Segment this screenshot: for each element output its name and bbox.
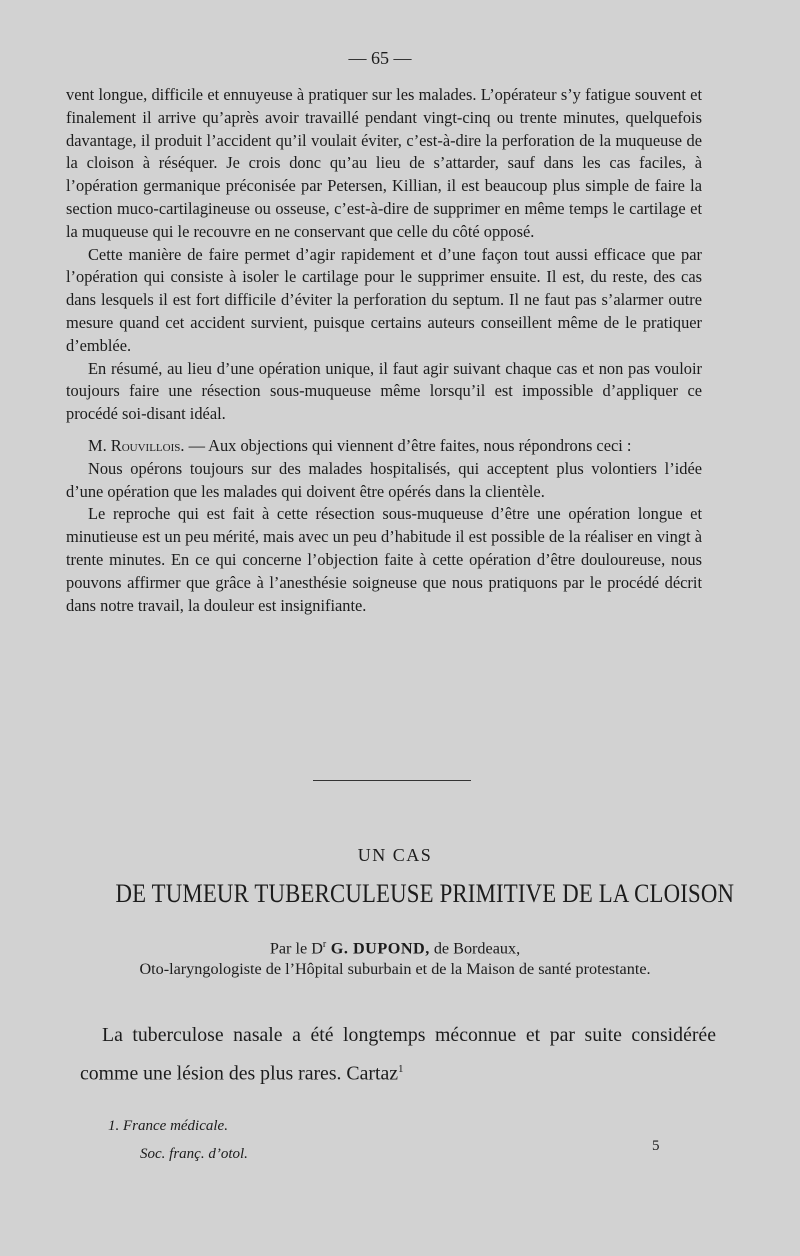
paragraph: En résumé, au lieu d’une opération unique, il faut agir suivant chaque cas et non pas vouloir toujours faire une résection sous-muqueuse même lorsqu’il est impossible d’appliquer ce procédé soi-disant idéal.: [66, 358, 702, 424]
discussion-text: [66, 84, 702, 617]
footnote-ref: 1: [398, 1063, 404, 1075]
speaker-name: M. Rouvillois.: [88, 435, 185, 455]
article-title: DE TUMEUR TUBERCULEUSE PRIMITIVE DE LA CLOISON: [115, 878, 735, 908]
paragraph: Nous opérons toujours sur des malades hospitalisés, qui acceptent plus volontiers l’idée d’une opération que les malades qui doivent être opérés dans la clientèle.: [66, 458, 702, 501]
paragraph: Le reproche qui est fait à cette résection sous-muqueuse d’être une opération longue et minutieuse est un peu mérité, mais avec un peu d’habitude il est possible de la réaliser en vingt à trente minutes. En ce qui concerne l’objection faite à cette opération d’être douloureuse, nous pouvons affirmer que grâce à l’anesthésie soigneuse que nous pratiquons par le procédé décrit dans notre travail, la douleur est insignifiante.: [66, 504, 702, 615]
article-kicker: UN CAS: [357, 845, 433, 865]
author-name: G. DUPOND,: [326, 939, 430, 958]
author-affiliation: Oto-laryngologiste de l’Hôpital suburbain et de la Maison de santé protestante.: [139, 960, 651, 979]
page-number: — 65 —: [348, 48, 412, 68]
author-block: [90, 934, 700, 980]
paragraph: vent longue, difficile et ennuyeuse à pratiquer sur les malades. L’opérateur s’y fatigue souvent et finalement il arrive qu’après avoir travaillé pendant vingt-cinq ou trente minutes, quelquefois davantage, il produit l’accident qu’il voulait éviter, c’est-à-dire la perforation de la muqueuse de la cloison à réséquer. Je crois donc qu’au lieu de s’attarder, sauf dans les cas faciles, à l’opération germanique préconisée par Petersen, Killian, il est beaucoup plus simple de faire la section muco-cartilagineuse ou osseuse, c’est-à-dire de supprimer en même temps le cartilage et la muqueuse qui le recouvre en ne conservant que celle du côté opposé.: [66, 85, 702, 241]
footnote: 1. France médicale.: [108, 1118, 228, 1134]
author-line: Par le $D^r$ G. DUPOND, de Bordeaux,: [269, 939, 521, 958]
section-divider: [313, 780, 471, 781]
footnote: Soc. franç. d’otol.: [140, 1146, 248, 1162]
speaker-text: — Aux objections qui viennent d’être faites, nous répondrons ceci :: [184, 435, 632, 455]
paragraph: Cette manière de faire permet d’agir rapidement et d’une façon tout aussi efficace que par l’opération qui consiste à isoler le cartilage pour le supprimer ensuite. Il est, du reste, des cas dans lesquels il est fort difficile d’éviter la perforation du septum. Il ne faut pas s’alarmer outre mesure quand cet accident survient, puisque certains auteurs conseillent même de le pratiquer d’emblée.: [66, 244, 702, 355]
article-intro: La tuberculose nasale a été longtemps méconnue et par suite considérée comme une lésion des plus rares. Cartaz$^1$: [80, 1024, 716, 1085]
signature-mark: 5: [652, 1138, 660, 1154]
speaker-paragraph: [66, 435, 702, 458]
